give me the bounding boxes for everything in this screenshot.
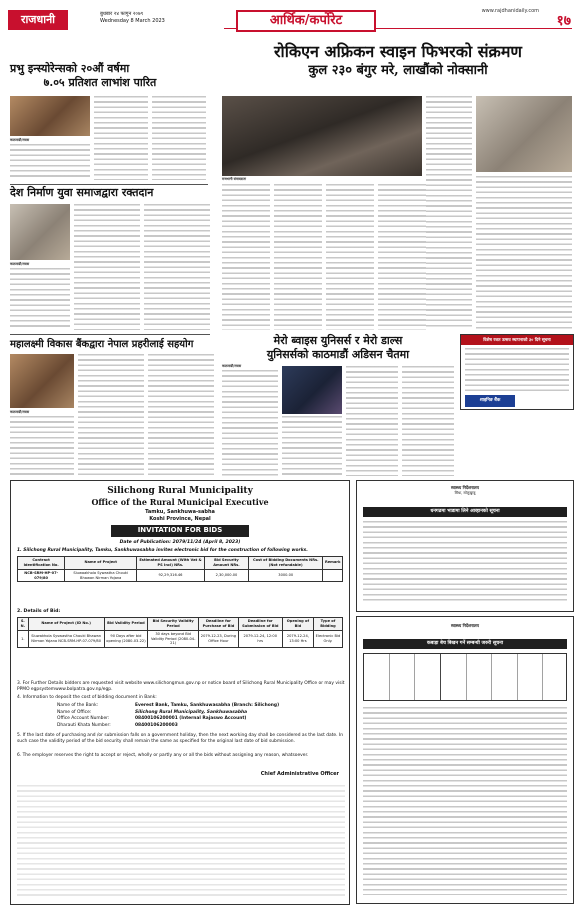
- bid-details-table: [17, 617, 343, 648]
- table-cell: 2079-12-23, During Office Hour: [199, 630, 239, 648]
- bank-name-value: Everest Bank, Tamku, Sankhuwasabha (Branch: Silichong): [135, 703, 280, 708]
- website-url[interactable]: www.rajdhanidaily.com: [481, 8, 539, 14]
- swine-body-5: [426, 96, 472, 330]
- swine-body-2: [274, 184, 322, 330]
- table-header: Deadline for Purchase of Bid: [199, 618, 239, 631]
- youth-body-1: [10, 268, 70, 330]
- table-header: Name of Project: [65, 557, 137, 570]
- swine-body-1: [222, 184, 270, 330]
- mahalaxmi-photo: [10, 354, 74, 408]
- health-notice-body: [363, 521, 567, 603]
- silichong-title: Silichong Rural Municipality: [107, 486, 253, 496]
- swine-body-6: [476, 176, 572, 330]
- mahalaxmi-body-1: [10, 416, 74, 476]
- swine-photo-2: [476, 96, 572, 172]
- table-cell: 2,30,000.00: [204, 569, 248, 582]
- silichong-address-1: Tamku, Sankhuwa-sabha: [145, 509, 215, 515]
- tender-notice-ad: [356, 616, 574, 904]
- date-nepali: बुधबार २४ फागुन २०७९: [100, 11, 144, 17]
- swine-subheadline: कुल २३० बंगुर मरे, लाखौंको नोक्सानी: [308, 63, 488, 78]
- swine-body-4: [378, 184, 426, 330]
- prabhu-body-1: [94, 96, 148, 180]
- mahalaxmi-headline: महालक्ष्मी विकास बैंकद्वारा नेपाल प्रहरीलाई सहयोग: [10, 339, 194, 350]
- health-office-address: सिंधा, सोलुखुम्बु: [454, 491, 476, 495]
- dharauti-row: [57, 723, 347, 730]
- mero-body-3: [346, 366, 398, 476]
- table-header: S. N.: [18, 618, 29, 631]
- date-english: Wednesday 8 March 2023: [100, 18, 165, 24]
- table-header: Bid Security Amount NRs.: [204, 557, 248, 570]
- mero-dateline: काठमाडौं/रासस: [222, 364, 242, 368]
- table-header: Name of Project (ID No.): [28, 618, 104, 631]
- mahalaxmi-dateline: काठमाडौं/रासस: [10, 410, 30, 414]
- silichong-subtitle: Office of the Rural Municipal Executive: [91, 497, 269, 507]
- table-cell: [323, 569, 343, 582]
- swine-body-3: [326, 184, 374, 330]
- mahalaxmi-body-2: [78, 354, 144, 476]
- tender-notice-body: [363, 707, 567, 895]
- swine-photo-1: [222, 96, 422, 176]
- prabhu-body-2: [152, 96, 206, 180]
- prabhu-dateline: काठमाडौं/रासस: [10, 138, 30, 142]
- footer-space: [17, 785, 345, 897]
- tender-office-name: स्वास्थ्य निर्देशनालय: [451, 623, 479, 628]
- bank-notice-body: [465, 348, 569, 392]
- table-header: Opening of Bid: [282, 618, 313, 631]
- tender-notice-title: कबाड़ा बेच बिखन गर्ने सम्बन्धी जरुरी सूचना: [363, 639, 567, 649]
- mero-photo: [282, 366, 342, 414]
- masthead: [0, 0, 579, 44]
- swine-byline: राजधानी संवाददाता: [222, 177, 247, 181]
- youth-photo: [10, 204, 70, 260]
- mero-headline: मेरो ब्वाइस युनिसर्स र मेरो डाल्स युनिसर्सको काठमाडौं अडिसन चैतमा: [266, 334, 410, 361]
- page-number: १७: [556, 13, 571, 29]
- para-3: 3. For Further Details bidders are requested visit website www.silichongmun.gov.np or notice board of Silichong Rural Municipality Office or may visit PPMO egpsystemwww.bolpatra.gov.np/egp.: [17, 681, 345, 692]
- dharauti-value: 08400106200003: [135, 722, 178, 728]
- table-header: Deadline for Submission of Bid: [238, 618, 282, 631]
- prabhu-headline: प्रभु इन्स्योरेन्सको २०औं वर्षमा ७.०५ प्रतिशत लाभांश पारित: [10, 62, 157, 89]
- youth-headline: देश निर्माण युवा समाजद्वारा रक्तदान: [10, 186, 154, 199]
- health-notice-ad: [356, 480, 574, 612]
- silichong-address-2: Koshi Province, Nepal: [149, 516, 211, 522]
- bank-details: [57, 703, 347, 729]
- desk-title: आर्थिक/कर्पोरेट: [236, 10, 376, 32]
- prabhu-photo: [10, 96, 90, 136]
- table-cell: 3000.00: [249, 569, 323, 582]
- divider: [10, 184, 208, 185]
- intro-paragraph: 1. Silichong Rural Municipality, Tamku, Sankhuwasabha invites electronic bid for the construction of following works.: [17, 548, 308, 553]
- office-name-label: Name of Office:: [57, 709, 92, 715]
- prabhu-body-0: [10, 144, 90, 180]
- youth-body-2: [74, 204, 140, 330]
- table-header-row: [18, 618, 343, 631]
- account-label: Office Account Number:: [57, 716, 110, 722]
- table-header: Type of Bidding: [313, 618, 342, 631]
- health-notice-title: धनगढमा भाडामा लिने आव्हानको सूचना: [363, 507, 567, 517]
- account-row: [57, 716, 347, 723]
- mero-body-2: [282, 416, 342, 476]
- account-value: 08400106200001 (Internal Rajaswo Account): [135, 716, 247, 722]
- table-header-row: [18, 557, 343, 570]
- bank-name-label: Name of the Bank:: [57, 703, 99, 708]
- bank-logo: शाइनिङ बैंक: [465, 395, 515, 407]
- table-header: Remark: [323, 557, 343, 570]
- table-header: Estimated Amount (With Vat & PS Incl) NRs.: [137, 557, 205, 570]
- table-cell: 30 days beyond Bid Validity Period (2080-04-21): [148, 630, 199, 648]
- table-cell: Siuwakhola Syswastha Chouki Bhawan Nirman Yojana NCB-SRM-HP-07-079/80: [28, 630, 104, 648]
- signature: Chief Administrative Officer: [260, 771, 339, 777]
- para-4: 4. Information to deposit the cost of bidding document in Bank:: [17, 695, 157, 700]
- section-label: राजधानी: [8, 10, 68, 30]
- table-header: Contract Identification No.: [18, 557, 65, 570]
- bid-banner: INVITATION FOR BIDS: [111, 525, 249, 537]
- table-cell: 2079-12-24, 13:00 Hrs: [282, 630, 313, 648]
- table-header: Cost of Bidding Documents NRs. (Not refundable): [249, 557, 323, 570]
- dateline: [100, 11, 165, 25]
- table-cell: 2079-12-24, 12:00 hrs: [238, 630, 282, 648]
- youth-body-3: [144, 204, 210, 330]
- divider: [10, 334, 210, 335]
- table-cell: 1.: [18, 630, 29, 648]
- mero-body-4: [402, 366, 454, 476]
- swine-headline: रोकिएन अफ्रिकन स्वाइन फिभरको संक्रमण: [274, 42, 522, 61]
- publication-date: Date of Publication: 2079/11/24 (April 8, 2023): [119, 540, 241, 545]
- contract-table: [17, 556, 343, 582]
- table-cell: 90 Days after bid opening (2080-03-22): [104, 630, 147, 648]
- mahalaxmi-body-3: [148, 354, 214, 476]
- bank-notice-ad: [460, 334, 574, 410]
- dharauti-label: Dharauti Khata Number:: [57, 722, 111, 728]
- table-row: [18, 630, 343, 648]
- mero-body-1: [222, 370, 278, 476]
- para-5: 5. If the last date of purchasing and /or submission falls on a government holiday, then the next working day shall be considered as the last date. In such case the validity period of the bid security shall remain the same as specified for the original last date of bid submission.: [17, 733, 343, 744]
- para-6: 6. The employer reserves the right to accept or reject, wholly or partly any or all the bids without assigning any reason, whatsoever.: [17, 753, 309, 758]
- table-cell: Electronic Bid Only.: [313, 630, 342, 648]
- table-row: [18, 569, 343, 582]
- silichong-tender: [10, 480, 350, 905]
- table-cell: Siuwaakhola Sywastha Chouki Bhawan Nirman Yojana: [65, 569, 137, 582]
- table-header: Bid Validity Period: [104, 618, 147, 631]
- bank-notice-title: विशेष रजत उत्सव स्थापनाको ३० दिने सूचना: [461, 335, 573, 345]
- table-cell: NCB-SRM-HP-07-079/80: [18, 569, 65, 582]
- bank-name-row: [57, 703, 347, 710]
- health-office-name: स्वास्थ्य निर्देशनालय: [451, 485, 479, 490]
- office-name-value: Silichong Rural Municipality, Sankhuwasabha: [135, 709, 248, 715]
- details-label: 2. Details of Bid:: [17, 609, 61, 614]
- youth-dateline: काठमाडौं/रासस: [10, 262, 30, 266]
- table-cell: 92,29,316.46: [137, 569, 205, 582]
- tender-table: [363, 653, 567, 701]
- table-header: Bid Security Validity Period: [148, 618, 199, 631]
